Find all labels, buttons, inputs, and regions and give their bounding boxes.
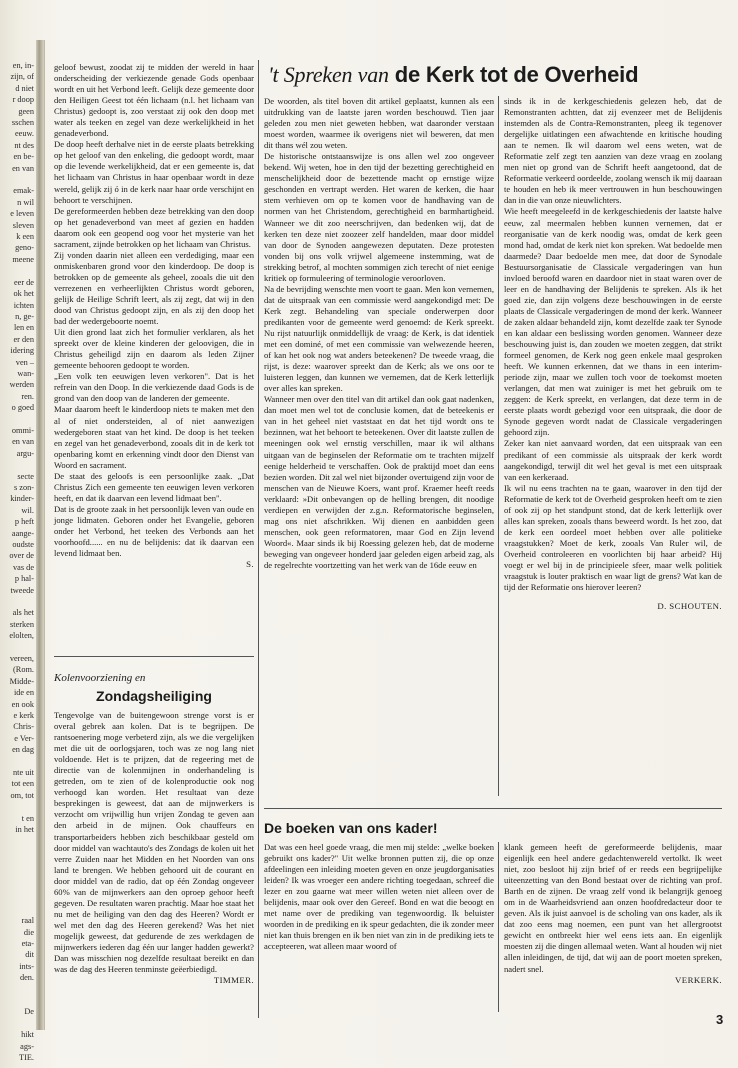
doop-paragraph: „Een volk ten eeuwigen leven verkoren". Dat is het refrein van den Doop. In die verkiezende daad Gods is de grond van den doop van de landeren der gemeente. xyxy=(54,371,254,404)
doop-paragraph: Zij vonden daarin niet alleen een verdediging, maar een onmiskenbaren grond voor den kinderdoop. De doop is betrokken op de gemeente als geheel, zooals die uit den verrezenen en verheerlijkten Christus wordt geboren, gelijk de Heilige Schrift leert, als zij zegt, dat wij in den dood van Christus gedoopt zijn, en als zij den doop het bad der wedergeboorte noemt. xyxy=(54,249,254,327)
overheid-signature: D. SCHOUTEN. xyxy=(657,601,722,612)
doop-signature: S. xyxy=(246,559,254,570)
kolen-kicker: Kolenvoorziening en xyxy=(54,672,146,684)
gutter-fragment: r doop xyxy=(12,95,34,105)
gutter-fragment: tot een xyxy=(11,779,34,789)
gutter-fragment: sschen xyxy=(11,118,34,128)
doop-paragraph: Uit dien grond laat zich het formulier verklaren, als het spreekt over de kleine kinderen der geloovigen, die in Christus geheiligd zijn en daarom als leden Zijner gemeente behooren gedoopt te worden. xyxy=(54,327,254,371)
gutter-fragment: nte uit xyxy=(13,768,34,778)
gutter-fragment: p hal- xyxy=(14,574,34,584)
gutter-fragment: hikt xyxy=(21,1030,34,1040)
kolen-signature: TIMMER. xyxy=(213,975,254,986)
overheid-paragraph: sinds ik in de kerkgeschiedenis gelezen heb, dat de Remonstranten achtten, dat zij evenzeer met de Belijdenis instemden als de Contra-Remonstranten, pleeg ik tegenover dergelijke uitlatingen een afwachtende en kritische houding aan te nemen. Ik wil daarom wel eens weten, wat de Reformatie zelf zegt ten aanzien van deze vraag en zoolang men niet op grond van de Schrift heeft aangetoond, dat de Reformatie verkeerd oordeelde, zoolang wensch ik mij daaraan te houden en heb ik meer vertrouwen in hun beschouwingen dan in die van onze nieuwlichters. xyxy=(504,96,722,206)
previous-page-gutter xyxy=(0,60,34,1063)
column-rule xyxy=(498,96,499,796)
overheid-paragraph: Na de bevrijding wenschte men voort te gaan. Men kon vernemen, dat de uitspraak van een commissie werd aangekondigd met: De Kerk zegt. Behandeling van speciale onderwerpen door predikanten voor de gemeente werd genoemd: de Kerk spreekt. Nu rijst natuurlijk onmiddellijk de vraag: de Kerk, is dat identiek met een dominé, of met een commissie van welwezende heeren, of kan het ook nog wat anders beteekenen? De tweede vraag, die rijst, is deze: waarover spreekt dan de Kerk; als we ons oor te luisteren leggen, dan kunnen we vernemen, dat de Kerk letterlijk over alles kan spreken. xyxy=(264,283,494,394)
gutter-fragment xyxy=(0,858,34,869)
gutter-fragment: elolten, xyxy=(9,631,34,641)
gutter-fragment xyxy=(0,984,34,995)
gutter-fragment: eta- xyxy=(21,939,34,949)
gutter-fragment: o goed xyxy=(11,403,34,413)
gutter-fragment: ichten xyxy=(13,300,34,310)
boeken-text-left: Dat was een heel goede vraag, die men mij stelde: „welke boeken gebruikt ons kader?" Uit welke bronnen putten zij, die op onze afdeelingen een inleiding moeten geven en onze jeugdorganisaties leiden? Ik was vroeger een andere richting toegedaan, schreef die lezer en zou gaarne wat meer willen weten niet alleen over de belijdenis, maar ook over den Gereef. Bond en wat die beoogt en met name over de prediking van tegenwoordig. Ik beluister woorden in de prediking en ik speur gedachten, die ik zonder meer niet kan thuis brengen en ik ben niet van zin in de prediking iets te accepteeren, wat alleen maar woord of xyxy=(264,842,494,952)
gutter-fragment: vereen, xyxy=(9,654,34,664)
gutter-fragment: zijn, of xyxy=(10,72,34,82)
gutter-fragment: ide en xyxy=(13,688,34,698)
gutter-fragment: en be- xyxy=(13,152,34,162)
gutter-fragment: geen xyxy=(18,106,34,116)
gutter-fragment: dit xyxy=(25,950,34,960)
kolen-text: Tengevolge van de buitengewoon strenge vorst is er overal gebrek aan kolen. Dat is te begrijpen. De rantsoenering moge verbeterd zijn, als we die vergelijken met die uit de oorlogsjaren, toch was ze nog lang niet voldoende. Het is te prijzen, dat de regeering met de directie van de kolenmijnen in onderhandeling is getreden, om te zien of de kolenproductie ook nog verhoogd kan worden. Het resultaat van deze besprekingen is geweest, dat aan de mijnwerkers is verzocht om vrijwillig hun vrijen Zondag te geven aan den arbeid in de mijnen. Ook chauffeurs en transportarbeiders hebben zich beschikbaar gesteld om door middel van wachtauto's des Zondags de kolen uit het verre Zuiden naar het Midden en het Noorden van ons land te brengen. We hebben gehoord uit de courant en door middel van de radio, dat op één Zondag ongeveer 60% van de mijnwerkers aan den oproep gehoor heeft gegeven. De resultaten waren prachtig. Maar hoe staat het nu met de heiliging van den dag des Heeren? Wordt er wel met den dag des Heeren gerekend? Was het niet mogelijk geweest, dat gedurende de zes werkdagen de mijnwerkers iederen dag één uur langer hadden gewerkt? Dan was misschien nog dezelfde resultaat bereikt en dan was de dag des Heeren tenminste geëerbiedigd. xyxy=(54,710,254,975)
boeken-title: De boeken van ons kader! xyxy=(264,820,438,836)
overheid-paragraph: Zeker kan niet aanvaard worden, dat een uitspraak van een predikant of een commissie als uitspraak der kerk wordt aangekondigd, terwijl dit wel het geval is met een uitspraak van een kerkeraad. xyxy=(504,438,722,482)
gutter-fragment: er den xyxy=(13,334,34,344)
gutter-fragment xyxy=(0,174,34,185)
gutter-fragment: wil. xyxy=(21,505,34,515)
gutter-fragment: len en xyxy=(13,323,34,333)
boeken-signature: VERKERK. xyxy=(675,974,722,985)
boeken-text-right: klank gemeen heeft de gereformeerde belijdenis, maar eigenlijk een heel andere gedachtenwereld vertolkt. Ik weet niet, zoo besloot hij zijn brief of er reeds een begrijpelijke uiteenzetting van den Bond bestaat over de richting van prof. Barth en de zijnen. De vraag zelf vond ik belangrijk genoeg om in de Waarheidsvriend aan onzen hoofdredacteur door te geven. Als ik juist aanvoel is de scholing van ons kader, als ik dat zoo eens mag noemen, een punt van het allergrootst gewicht en ontbreekt hier wel eens iets aan. En eigenlijk moesten zij die dingen allemaal weten. Want al houden wij niet allen inleidingen, de tijd, dat wij aan de poort moeten spreken, nadert snel. xyxy=(504,842,722,974)
binding-edge xyxy=(44,40,45,1030)
gutter-fragment: idering xyxy=(10,346,34,356)
overheid-paragraph: Ik wil nu eens trachten na te gaan, waarover in den tijd der Reformatie de kerk tot de Overheid gesproken heeft om te zien of ook zij op het standpunt stond, dat de kerk letterlijk over alles kan spreken, zooals thans beweerd wordt. Is het zoo, dat de kerk een oordeel moet hebben over alle politieke vraagstukken? Moet de kerk, zooals Van Ruler wil, de Overheid controleeren en voorlichten bij haar arbeid? Hij voegt er wel bij in de principieele sfeer, maar welk politiek vraagstuk is louter praktisch en waar ligt de grens? Wat kan de tijd der Reformatie ons hierover leeren? xyxy=(504,482,722,593)
gutter-fragment: ommi- xyxy=(11,425,34,435)
gutter-fragment: n, ge- xyxy=(15,311,34,321)
gutter-fragment: s zon- xyxy=(13,482,34,492)
gutter-fragment: argu- xyxy=(16,448,34,458)
gutter-fragment xyxy=(0,1018,34,1029)
title-bold-part: de Kerk tot de Overheid xyxy=(394,62,639,87)
gutter-fragment: als het xyxy=(12,608,34,618)
gutter-fragment: aange- xyxy=(11,528,34,538)
gutter-fragment: werden xyxy=(9,380,34,390)
gutter-fragment: ven – xyxy=(15,357,34,367)
column-rule xyxy=(498,842,499,1012)
section-rule xyxy=(54,656,254,657)
gutter-fragment: Midde- xyxy=(9,676,34,686)
gutter-fragment: nt des xyxy=(14,140,34,150)
gutter-fragment: sleven xyxy=(12,220,34,230)
kolen-heading xyxy=(54,668,254,704)
doop-paragraph: De doop heeft derhalve niet in de eerste plaats betrekking op het geloof van den enkeling, die gedoopt wordt, maar op die levende werkelijkheid, dat er een gemeente is, dat het lichaam van Christus in haar openbaar wordt in deze wereld, gelijk zij ó in de kerk naar haar orde verschijnt en behoort te verschijnen. xyxy=(54,139,254,205)
boeken-column-right xyxy=(504,842,722,986)
section-rule xyxy=(264,808,722,809)
gutter-fragment: TIE. xyxy=(19,1053,34,1063)
gutter-fragment: in het xyxy=(15,825,34,835)
doop-paragraph: Maar daarom heeft le kinderdoop niets te maken met den al of niet ondersteiden, al of niet aanwezigen wedergeboren staat van het kind. De doop is het teeken en zegel van het genadeverbond, zooals dit in de kerk tot openbaring komt en erkenning vindt door den Dienst van Woord en sacrament. xyxy=(54,404,254,470)
gutter-fragment xyxy=(0,756,34,767)
gutter-fragment: en dag xyxy=(12,745,34,755)
doop-paragraph: De gereformeerden hebben deze betrekking van den doop op het genadeverbond van meet af gezien en hadden daarom ook een geopend oog voor het mysterie van het sacrament, zijnde betrokken op het lichaam van Christus. xyxy=(54,205,254,249)
doop-paragraph: Dat is de groote zaak in het persoonlijk leven van oude en jonge lidmaten. Geboren onder het Evangelie, geboren onder het Verbond, het teeken des Verbonds aan het voorhoofd...... en nu de belijdenis: dat ik daarvan een levend lidmaat ben. xyxy=(54,503,254,559)
gutter-fragment xyxy=(0,265,34,276)
gutter-fragment: kinder- xyxy=(10,494,34,504)
gutter-fragment: eeuw. xyxy=(14,129,34,139)
gutter-fragment xyxy=(0,870,34,881)
kolen-title: Zondagsheiliging xyxy=(96,688,212,704)
gutter-fragment: den. xyxy=(19,973,34,983)
gutter-fragment: tweede xyxy=(10,585,34,595)
gutter-fragment xyxy=(0,836,34,847)
gutter-fragment: d niet xyxy=(15,83,34,93)
overheid-paragraph: De historische ontstaanswijze is ons allen wel zoo ongeveer bekend. Wij weten, hoe in den tijd der bezetting gerechtigheid en menschelijkheid door de bezettende macht op ernstige wijze geschonden en vertrapt werden. Het waren de kerken, die haar stem verhieven om op te komen voor de handhaving van de normen van het Christendom, gerechtigheid en barmhartigheid. Wanneer we dit zoo neerschrijven, dan bedenken wij, dat de kerken ten deze niet zoozeer zelf handelden, maar door middel van door de Synoden aangewezen deputaten. Deze protesten vonden bij ons volk vrijwel algemeene instemming, wat de strekking betrof, al mochten sommigen zich terecht of niet eenige kritiek op formuleering of terminologie veroorloven. xyxy=(264,151,494,283)
gutter-fragment: ok het xyxy=(13,289,34,299)
gutter-fragment xyxy=(0,904,34,915)
gutter-fragment: en van xyxy=(12,163,34,173)
gutter-fragment xyxy=(0,414,34,425)
overheid-paragraph: De woorden, als titel boven dit artikel geplaatst, kunnen als een uitdrukking van de laatste jaren worden beschouwd. Tien jaar geleden zou men niet geweten hebben, wat daaronder verstaan moest worden, waarmee ik overigens niet wil beweren, dat men dit thans wél zou weten. xyxy=(264,96,494,151)
gutter-fragment: secte xyxy=(17,471,34,481)
overheid-paragraph: Wie heeft meegeleefd in de kerkgeschiedenis der laatste halve eeuw, zal meermalen hebben kunnen vernemen, dat er reorganisatie van de kerk noodig was, omdat de kerk geen mond had, omdat de kerk niet kon spreken. Wat bedoelde men daarmede? Daar bedoelde men mee, dat door de Synodale Bestuursorganisatie de Classicale vergaderingen van hun invloed beroofd waren en daardoor niet in staat waren over de leer en de handhaving der Belijdenis te spreken. Als ik het goed zie, dan zijn volgens deze beschouwingen in de eerste plaats de Classicale vergaderingen de mond der kerk. Wanneer de zaken aldaar behandeld zijn, komt dezelfde zaak ter Synode en kan aldaar een beslissing worden genomen. Wanneer deze beschouwing juist is, dan zouden we moeten zeggen, dat strikt formeel genomen, de Kerk nog geen enkele maal gesproken heeft. We kunnen erkennen, dat we thans in een interim-periode zijn, maar we zullen toch voor de toekomst moeten verlangen, dat men wat zuiniger is met het gebruik om te zeggen: de Kerk spreekt, en verlangen, dat deze term in de eerste plaats wordt gebezigd voor een uitspraak, die door de Synode gegeven wordt nadat de Classicale vergaderingen gehoord zijn. xyxy=(504,206,722,438)
doop-paragraph: De staat des geloofs is een persoonlijke zaak. „Dat Christus Zich een gemeente ten eeuwigen leven verkoren heeft, en dat ik daarvan een levend lidmaat ben". xyxy=(54,470,254,503)
gutter-fragment: en van xyxy=(12,437,34,447)
gutter-fragment: ren. xyxy=(21,391,34,401)
overheid-paragraph: Wanneer men over den titel van dit artikel dan ook gaat nadenken, dan moet men wel tot de conclusie komen, dat de beteekenis er van in het geheel niet vaststaat en dat het tijd wordt ons te bezinnen, wat het behoort te beteekenen. Over dit laatste zullen de meeningen ook wel ernstig verschillen, maar ik wil althans uitgaan van de beginselen der Reformatie om te trachten mijzelf eenige helderheid te verschaffen. Ook de praktijd moet dan eens bezien worden. Dit zal wel niet bijzonder overtuigend zijn voor de menschen van de Nieuwe Koers, want prof. Kraemer heeft reeds verklaard: »Dit onbevangen op de helling brengen, dit noodige verdiepen en verwijden der z.g.n. Reformatorische beginselen, mag ons niet afschrikken. Wij dienen en aanbidden geen menschen, ook geen reformatoren, maar God en Zijn levend Woord«. Maar sinds ik bij Roessing gelezen heb, dat de moderne beweging van ongeveer honderd jaar geleden eigen arbeid zag, als de regelrechte voortzetting van het werk van de 16de eeuw en xyxy=(264,394,494,570)
page-binding xyxy=(36,40,44,1030)
gutter-fragment xyxy=(0,801,34,812)
gutter-fragment: emak- xyxy=(13,186,34,196)
gutter-fragment: De xyxy=(24,1007,34,1017)
gutter-fragment: over de xyxy=(9,551,34,561)
column-rule xyxy=(258,60,259,1018)
overheid-article-column-right xyxy=(504,96,722,612)
gutter-fragment: (Rom. xyxy=(13,665,34,675)
gutter-fragment: meene xyxy=(12,254,34,264)
gutter-fragment xyxy=(0,995,34,1006)
gutter-fragment: en, in- xyxy=(12,61,34,70)
gutter-fragment: vas de xyxy=(13,562,34,572)
gutter-fragment xyxy=(0,847,34,858)
gutter-fragment: Chris- xyxy=(13,722,34,732)
gutter-fragment: ints- xyxy=(19,961,34,971)
kolen-article-column xyxy=(54,710,254,986)
title-italic-part: 't Spreken van xyxy=(268,62,389,87)
doop-paragraph: geloof bewust, zoodat zij te midden der wereld in haar onderscheiding der verkiezende genade Gods openbaar wordt en uit het Verbond leeft. Gelijk deze gemeente door den Heiligen Geest tot één lichaam (n.l. het lichaam van Christus) gedoopt is, zoo verstaat zij ook den doop met water als teeken en zegel van deze werkelijkheid in het genadeverbond. xyxy=(54,62,254,139)
gutter-fragment: n wil xyxy=(17,197,34,207)
gutter-fragment xyxy=(0,892,34,903)
gutter-fragment: e leven xyxy=(10,209,34,219)
gutter-fragment: p heft xyxy=(14,517,34,527)
gutter-fragment: geno- xyxy=(15,243,34,253)
gutter-fragment: oudste xyxy=(12,540,34,549)
gutter-fragment: e kerk xyxy=(13,711,34,721)
page-number: 3 xyxy=(716,1012,724,1027)
gutter-fragment: die xyxy=(23,927,34,937)
gutter-fragment: sterken xyxy=(10,619,34,629)
gutter-fragment xyxy=(0,459,34,470)
gutter-fragment: om, tot xyxy=(10,790,34,800)
gutter-fragment: eer de xyxy=(13,277,34,287)
boeken-column-left xyxy=(264,842,494,952)
gutter-fragment: k een xyxy=(16,232,34,242)
gutter-fragment: raal xyxy=(21,916,34,926)
gutter-fragment: t en xyxy=(21,813,34,823)
gutter-fragment: ags- xyxy=(20,1041,34,1051)
gutter-fragment: e Ver- xyxy=(14,733,34,743)
gutter-fragment: en ook xyxy=(11,699,34,709)
overheid-article-column-left xyxy=(264,96,494,571)
doop-article-column xyxy=(54,62,254,570)
gutter-fragment xyxy=(0,642,34,653)
gutter-fragment: wan- xyxy=(17,368,34,378)
main-article-title xyxy=(268,62,728,88)
gutter-fragment xyxy=(0,881,34,892)
gutter-fragment xyxy=(0,596,34,607)
